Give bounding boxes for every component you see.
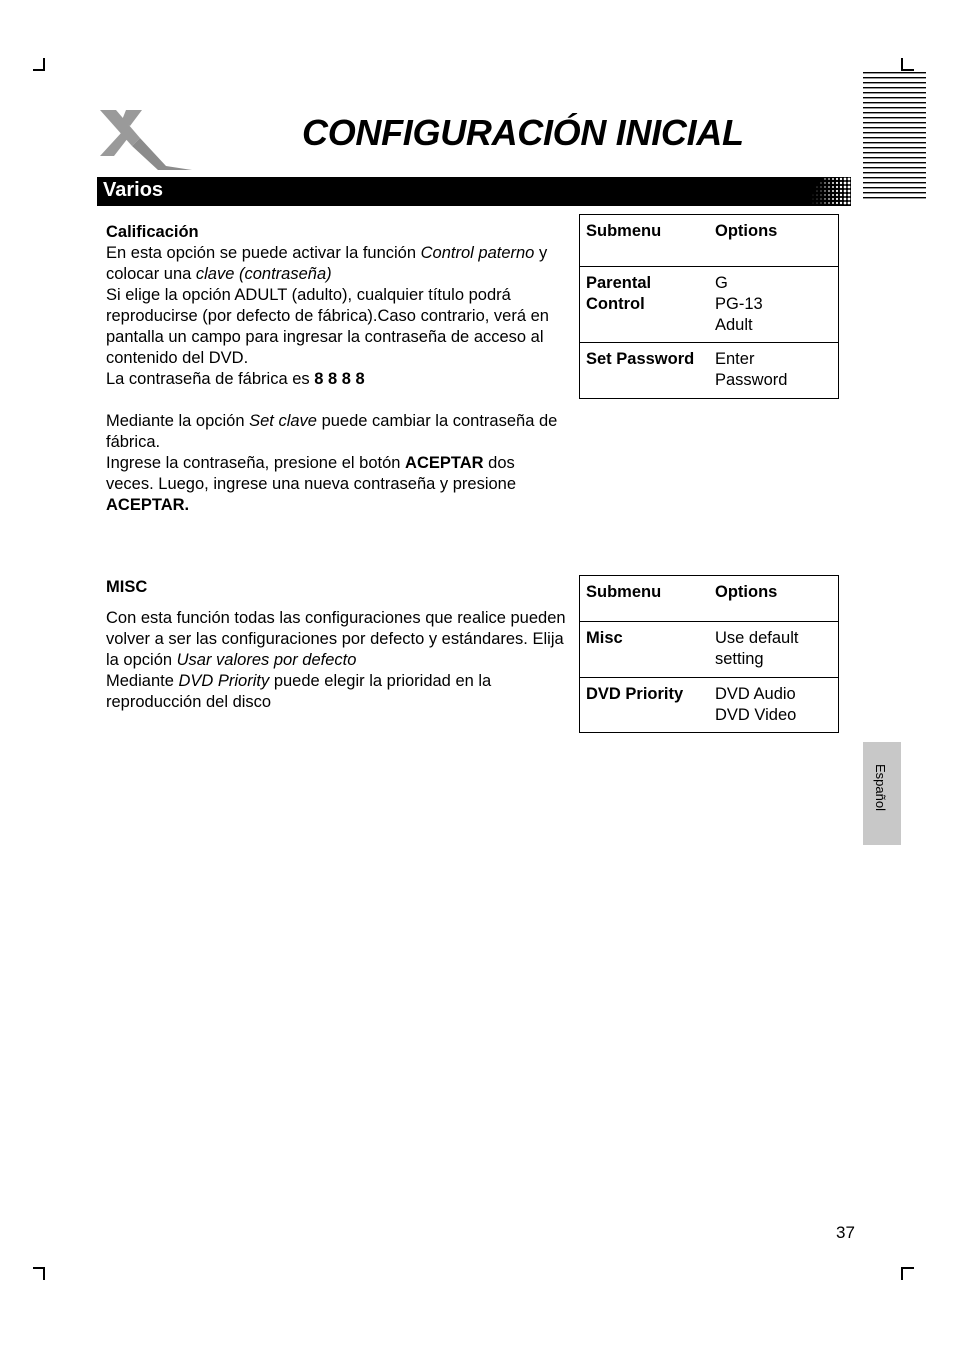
option-value: Use default [715,629,799,647]
x-logo-icon [96,108,192,172]
option-value: Enter [715,350,755,368]
default-password-code: 8 8 8 8 [314,370,365,388]
calificacion-paragraph-4 [106,411,566,453]
option-value: DVD Video [715,706,797,724]
text-run: Control paterno [420,244,535,262]
language-tab-label: Español [873,764,888,811]
options-cell [709,267,839,343]
crop-mark-bottom-right-v [901,1267,903,1280]
table-row [580,267,839,343]
text-run: Con esta función todas las configuraciones que realice pueden volver a ser las configuraciones por defecto y estándares. Elija la opción [106,609,566,669]
table-row [580,622,839,678]
text-run: Usar valores por defecto [176,651,357,669]
calificacion-section [106,222,566,516]
option-value: Adult [715,316,753,334]
text-run: dos veces. Luego, ingrese una nueva contraseña y presione [106,454,517,493]
calificacion-paragraph-5 [106,453,566,516]
options-header: Options [709,215,839,267]
submenu-cell: Set Password [580,343,710,399]
misc-section [106,577,566,713]
calificacion-paragraph-2: Si elige la opción ADULT (adulto), cualquier título podrá reproducirse (por defecto de fábrica).Caso contrario, verá en pantalla un campo para ingresar la contraseña de acceso al contenido del DVD. [106,286,549,367]
parental-options-table [579,214,839,399]
dot-pattern-decoration [811,177,851,206]
misc-paragraph-2 [106,671,566,713]
option-value: G [715,274,728,292]
options-cell [709,678,839,733]
text-run: y colocar una [106,244,548,283]
option-value: DVD Audio [715,685,796,703]
table-header-row [580,215,839,267]
calificacion-paragraph-3 [106,369,566,390]
misc-options-table [579,575,839,733]
submenu-cell: DVD Priority [580,678,710,733]
text-run: Mediante [106,672,179,690]
section-header-bar [97,177,851,206]
options-cell [709,343,839,399]
table-row [580,678,839,733]
submenu-header: Submenu [580,576,710,622]
page-title: CONFIGURACIÓN INICIAL [302,112,744,153]
page-number: 37 [836,1223,855,1242]
option-value: setting [715,650,764,668]
text-run: clave (contraseña) [195,265,332,283]
text-run: ACEPTAR [405,454,484,472]
table-header-row [580,576,839,622]
stripe-decoration [863,70,927,200]
misc-paragraph-1 [106,608,566,671]
calificacion-heading: Calificación [106,223,199,241]
submenu-cell: Parental Control [580,267,710,343]
spacer [106,390,566,411]
spacer [106,598,566,608]
text-run: ACEPTAR. [106,496,190,514]
crop-mark-bottom-left-v [43,1267,45,1280]
crop-mark-top-left-h [33,69,45,71]
text-run: puede cambiar la contraseña de fábrica. [106,412,558,451]
calificacion-paragraph-1 [106,243,566,285]
table-row [580,343,839,399]
text-run: Set clave [249,412,317,430]
misc-heading: MISC [106,578,148,596]
options-cell [709,622,839,678]
text-run: DVD Priority [178,672,270,690]
submenu-header: Submenu [580,215,710,267]
option-value: Password [715,371,788,389]
text-run: Ingrese la contraseña, presione el botón [106,454,406,472]
section-title: Varios [103,179,164,201]
text-run: puede elegir la prioridad en la reproducción del disco [106,672,492,711]
default-password-label: La contraseña de fábrica es [106,370,315,388]
options-header: Options [709,576,839,622]
text-run: Mediante la opción [106,412,250,430]
option-value: PG-13 [715,295,763,313]
text-run: En esta opción se puede activar la función [106,244,421,262]
submenu-cell: Misc [580,622,710,678]
language-tab [863,742,901,845]
